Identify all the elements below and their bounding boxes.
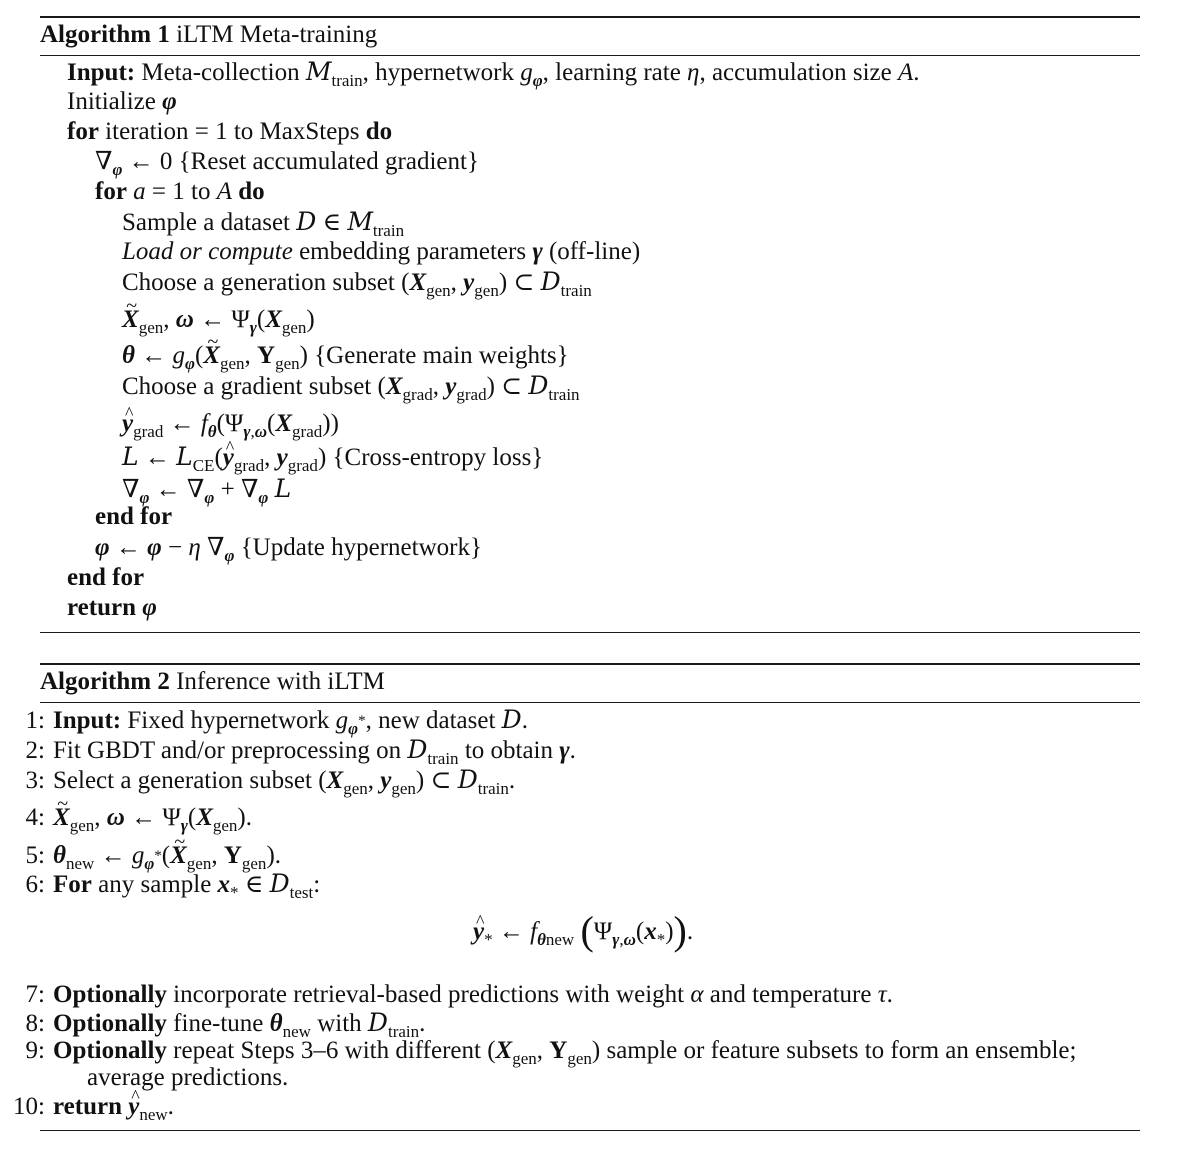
- alg2-step-6: 6: For any sample $x_*$ ∈ $D_{test}$:: [25, 869, 321, 902]
- alg2-step-9: 9: Optionally repeat Steps 3–6 with different ($X_{gen}$, $Y_{gen}$) sample or feature subsets to form an ensemble;: [25, 1037, 1077, 1068]
- alg1-sample-line: Sample a dataset D ∈ $M_{train}$: [122, 207, 405, 240]
- alg2-step-9-cont: average predictions.: [87, 1064, 289, 1091]
- alg1-initialize-line: Initialize φ: [67, 88, 177, 115]
- alg2-step-5: 5: $\theta_{new}$ ← $g_{\varphi*}(\sim$ $X_{gen}$, $Y_{gen}$).: [11, 841, 281, 874]
- alg1-predict-line: ^ $y_{grad}$ ← $f_\theta(\Psi_{\gamma,\omega}(X_{grad}))$: [122, 409, 339, 441]
- alg2-step-3: 3: Select a generation subset ($X_{gen}$, $y_{gen}$) ⊂ $D_{train}$.: [25, 765, 516, 798]
- alg1-reset-line: $\nabla_\varphi$ ← 0 {Reset accumulated gradient}: [95, 148, 479, 179]
- alg2-step-10: 10: return ^ $y_{new}$.: [11, 1092, 174, 1124]
- alg1-for-line: for iteration = 1 to MaxSteps do: [67, 118, 393, 145]
- alg1-loss-line: L ← $L_{CE}(\^{}$ $y_{grad}$, $y_{grad}$) {Cross-entropy loss}: [122, 442, 543, 475]
- alg1-bottom-rule: [40, 632, 1140, 633]
- alg1-caption: Algorithm 1 iLTM Meta-training: [40, 21, 378, 48]
- alg1-choose-grad-line: Choose a gradient subset ($X_{grad}$, $y_{grad}$) ⊂ $D_{train}$: [122, 371, 580, 404]
- alg1-end-for-outer: end for: [67, 564, 145, 591]
- alg2-bottom-rule: [40, 1130, 1140, 1131]
- alg1-theta-line: θ ← $g_\varphi(\sim$ $X_{gen}$, $Y_{gen}$) {Generate main weights}: [122, 341, 569, 373]
- alg1-for-a-line: for a = 1 to A do: [95, 178, 265, 205]
- alg2-step-1: 1: Input: Fixed hypernetwork $g_{\varphi*}$, new dataset D.: [25, 705, 528, 738]
- alg1-update-line: φ ← φ − η $\nabla_\varphi$ {Update hypernetwork}: [95, 534, 482, 565]
- alg2-caption: Algorithm 2 Inference with iLTM: [40, 668, 385, 695]
- alg2-step-4: 4:~ $X_{gen}$, ω ← $\Psi_\gamma(X_{gen})$.: [11, 803, 252, 835]
- alg1-accumulate-line: $\nabla_\varphi$ ← $\nabla_\varphi + \nabla_\varphi$ L: [122, 474, 292, 507]
- alg2-step-8: 8: Optionally fine-tune $\theta_{new}$ with $D_{train}$.: [25, 1008, 426, 1041]
- alg1-choose-gen-line: Choose a generation subset ($X_{gen}$, $y_{gen}$) ⊂ $D_{train}$: [122, 267, 592, 300]
- alg2-display-equation: ^ $y_*$ ← $f_{\theta new}$ $(\Psi_{\gamma,\omega}(x_*))$.: [473, 911, 693, 949]
- alg1-caption-rule: [40, 55, 1140, 56]
- alg2-top-rule: [40, 663, 1140, 665]
- alg2-caption-rule: [40, 702, 1140, 703]
- alg1-load-line: Load or compute embedding parameters γ (off-line): [122, 238, 641, 265]
- alg1-return-line: return φ: [67, 594, 157, 621]
- alg1-transform-line: ~ $X_{gen}$, ω ← $\Psi_\gamma(X_{gen})$: [122, 305, 315, 337]
- alg1-top-rule: [40, 16, 1140, 18]
- alg1-end-for-inner: end for: [95, 503, 173, 530]
- alg2-step-7: 7: Optionally incorporate retrieval-based predictions with weight α and temperature τ.: [25, 981, 893, 1008]
- alg1-input-line: Input: Meta-collection $M_{train}$, hypernetwork $g_\varphi$, learning rate η, accumulation size A.: [67, 57, 920, 90]
- alg2-step-2: 2: Fit GBDT and/or preprocessing on $D_{train}$ to obtain γ.: [25, 735, 576, 768]
